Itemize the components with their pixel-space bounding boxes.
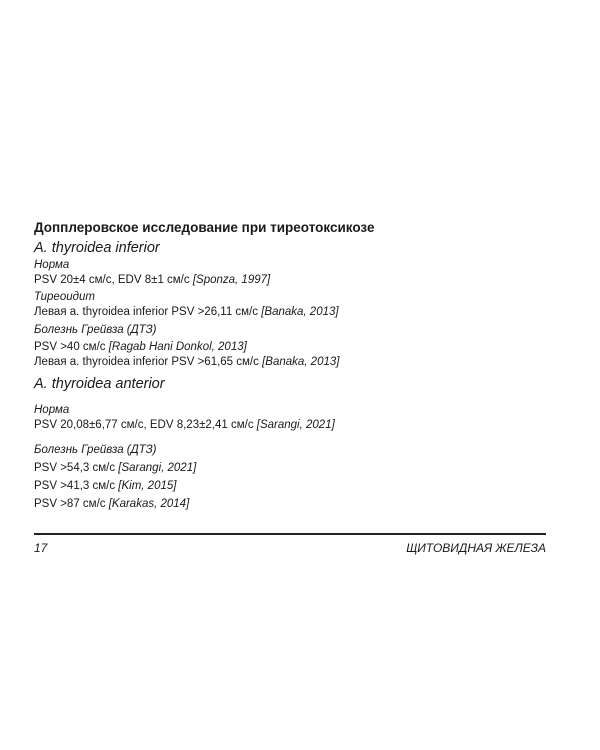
section-heading: A. thyroidea anterior [34, 376, 165, 392]
group-label: Болезнь Грейвза (ДТЗ) [34, 324, 157, 336]
citation: [Sponza, 1997] [192, 274, 271, 286]
data-line [34, 418, 335, 432]
line-text: PSV 20±4 см/с, EDV 8±1 см/с [34, 274, 193, 286]
data-line [34, 305, 339, 319]
page-title: Допплеровское исследование при тиреотоксикозе [34, 220, 375, 235]
data-line [34, 497, 189, 511]
group-label: Тиреоидит [34, 291, 95, 303]
citation: [Sarangi, 2021] [118, 462, 197, 474]
section-heading: A. thyroidea inferior [34, 240, 160, 256]
data-line [34, 340, 247, 354]
line-text: PSV >87 см/с [34, 498, 109, 510]
group-label: Норма [34, 259, 70, 271]
line-text: PSV >40 см/с [34, 341, 109, 353]
line-text: PSV >54,3 см/с [34, 462, 119, 474]
line-text: PSV >41,3 см/с [34, 480, 119, 492]
citation: [Karakas, 2014] [108, 498, 190, 510]
group-label: Норма [34, 404, 70, 416]
citation: [Sarangi, 2021] [256, 419, 335, 431]
group-label: Болезнь Грейвза (ДТЗ) [34, 444, 157, 456]
data-line [34, 355, 339, 369]
citation: [Banaka, 2013] [261, 306, 339, 318]
page-number: 17 [34, 541, 48, 555]
data-line [34, 461, 196, 475]
running-title: ЩИТОВИДНАЯ ЖЕЛЕЗА [406, 541, 546, 555]
line-text: Левая а. thyroidea inferior PSV >26,11 см/с [34, 306, 262, 318]
footer-divider [34, 533, 546, 535]
citation: [Ragab Hani Donkol, 2013] [108, 341, 247, 353]
data-line [34, 273, 270, 287]
citation: [Banaka, 2013] [262, 356, 340, 368]
data-line [34, 479, 176, 493]
citation: [Kim, 2015] [118, 480, 177, 492]
line-text: PSV 20,08±6,77 см/с, EDV 8,23±2,41 см/с [34, 419, 257, 431]
line-text: Левая а. thyroidea inferior PSV >61,65 см/с [34, 356, 263, 368]
